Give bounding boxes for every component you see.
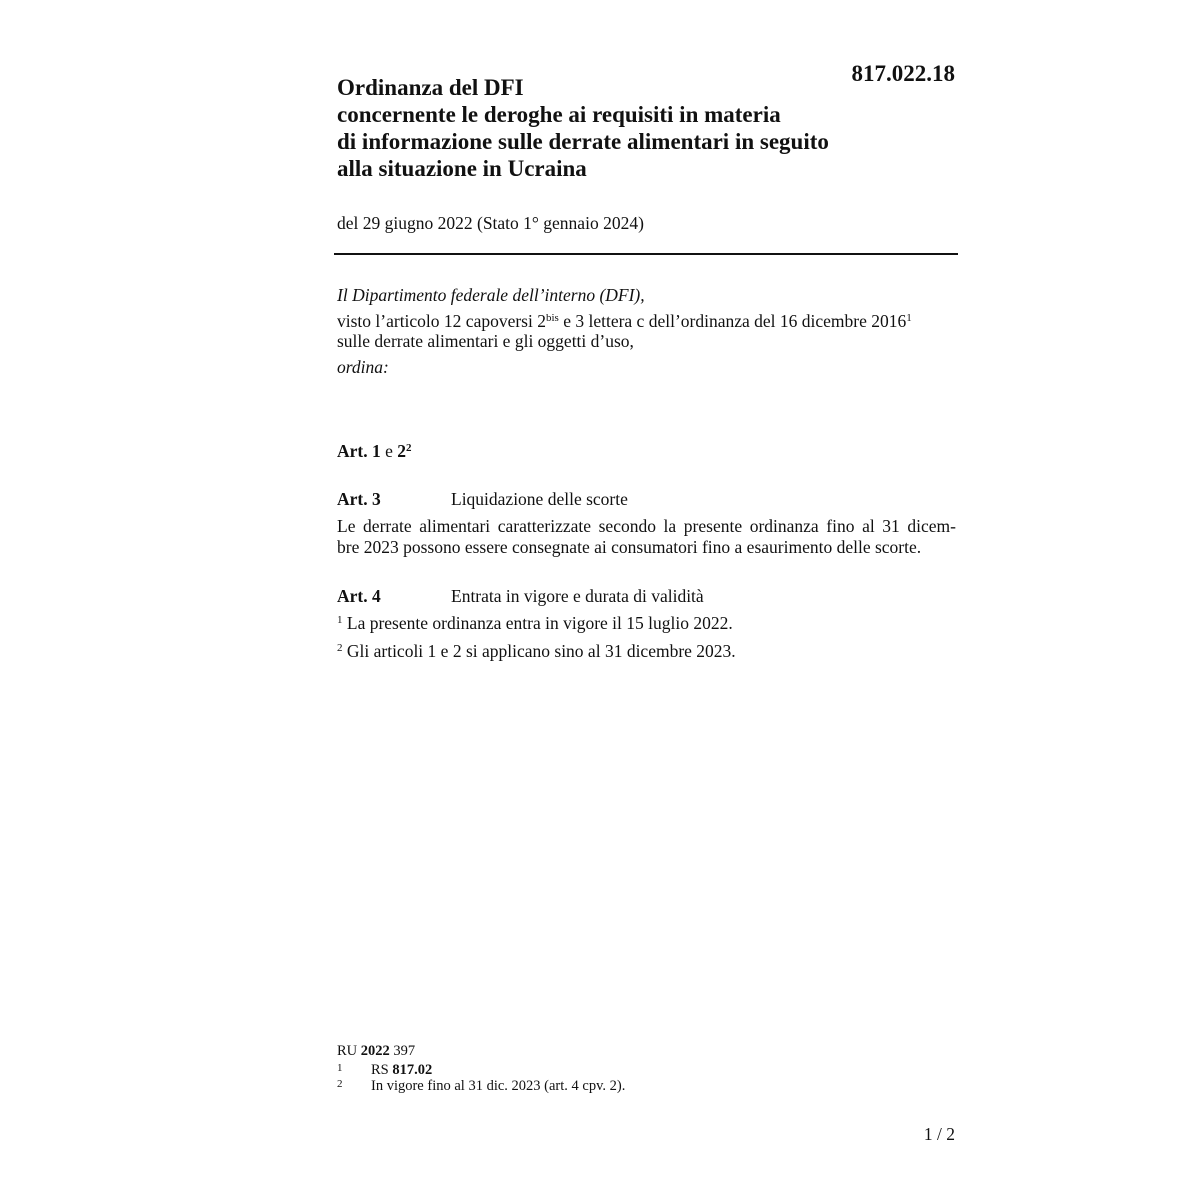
footnote-ref-1[interactable]: 1 — [906, 312, 912, 324]
footnote-text: RS 817.02 — [371, 1062, 433, 1078]
footnote-text: In vigore fino al 31 dic. 2023 (art. 4 cpv. 2). — [371, 1078, 626, 1094]
article-3-line: Le derrate alimentari caratterizzate secondo la presente ordinanza fino al 31 dicem- — [337, 516, 956, 536]
footnote-2 — [337, 1078, 957, 1094]
preamble-legal-basis — [337, 311, 957, 351]
official-compilation-ref: RU 2022 397 — [337, 1043, 416, 1059]
article-3-line: bre 2023 possono essere consegnate ai consumatori fino a esaurimento delle scorte. — [337, 537, 922, 557]
page-number: 1 / 2 — [923, 1124, 955, 1144]
article-4-title: Entrata in vigore e durata di validità — [451, 586, 704, 606]
header-divider — [334, 253, 958, 255]
title-line: di informazione sulle derrate alimentari in seguito — [337, 129, 829, 154]
footnote-number: 1 — [337, 1062, 343, 1074]
footnote-1 — [337, 1062, 957, 1078]
article-4-paragraph-2: $^2$ Gli articoli 1 e 2 si applicano sino al 31 dicembre 2023. — [337, 641, 736, 661]
preamble-authority: Il Dipartimento federale dell’interno (DFI), — [337, 285, 645, 305]
document-title — [337, 74, 897, 182]
legal-basis-line: sulle derrate alimentari e gli oggetti d’uso, — [337, 331, 634, 351]
paragraph-number: 1 — [337, 614, 343, 626]
article-3-label: Art. 3 — [337, 489, 381, 509]
article-3-text — [337, 516, 956, 558]
document-date: del 29 giugno 2022 (Stato 1° gennaio 2024) — [337, 213, 644, 233]
article-4-label: Art. 4 — [337, 586, 381, 606]
title-line: Ordinanza del DFI — [337, 75, 524, 100]
title-line: alla situazione in Ucraina — [337, 156, 587, 181]
title-line: concernente le deroghe ai requisiti in materia — [337, 102, 781, 127]
footnotes-section — [337, 1043, 957, 1094]
footnote-number: 2 — [337, 1078, 343, 1090]
legal-basis-line: visto l’articolo 12 capoversi $2^{bis}$ e 3 lettera c dell’ordinanza del 16 dicembre 2016$^1$ — [337, 311, 912, 331]
preamble-decrees: ordina: — [337, 357, 389, 377]
sr-number: 817.022.18 — [851, 61, 955, 86]
article-1-2-heading: Art. 1 e $2^2$ — [337, 441, 412, 461]
article-3-title: Liquidazione delle scorte — [451, 489, 628, 509]
article-4-paragraph-1: $^1$ La presente ordinanza entra in vigore il 15 luglio 2022. — [337, 613, 733, 633]
paragraph-number: 2 — [337, 642, 343, 654]
footnote-ref-2[interactable]: 2 — [406, 442, 412, 454]
superscript-bis: bis — [545, 312, 559, 324]
